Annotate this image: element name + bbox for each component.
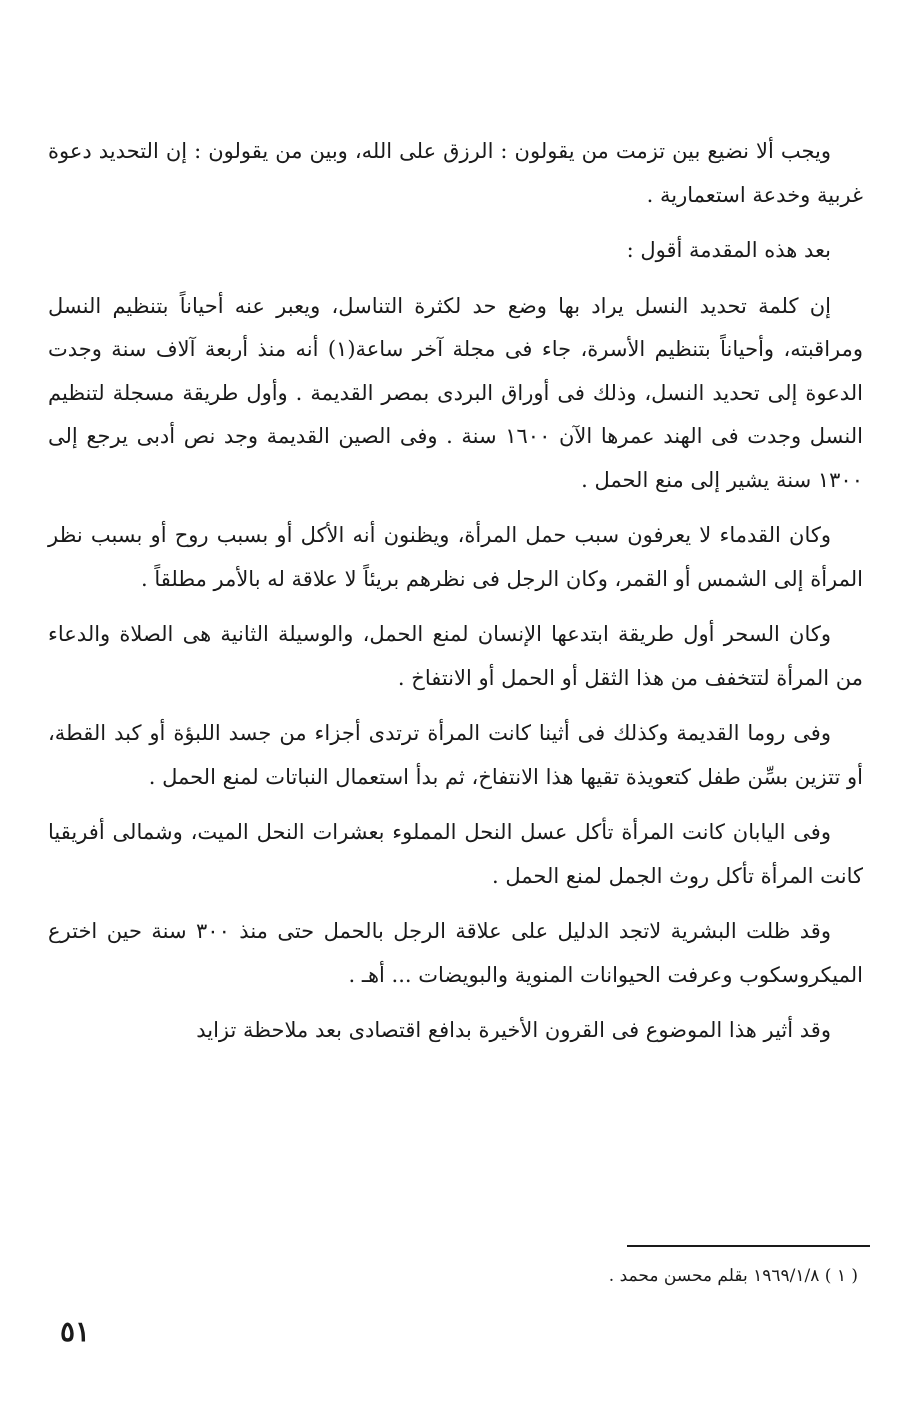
paragraph: إن كلمة تحديد النسل يراد بها وضع حد لكثرة التناسل، ويعبر عنه أحياناً بتنظيم النسل ومراقبته، وأحياناً بتنظيم الأسرة، جاء فى مجلة آخر ساعة(١) أنه منذ أربعة آلاف سنة وجدت الدعوة إلى تحديد النسل، وذلك فى أوراق البردى بمصر القديمة . وأول طريقة مسجلة لتنظيم النسل وجدت فى الهند عمرها الآن ١٦٠٠ سنة . وفى الصين القديمة وجد نص أدبى يرجع إلى ١٣٠٠ سنة يشير إلى منع الحمل . — [48, 293, 864, 492]
paragraph: وفى روما القديمة وكذلك فى أثينا كانت المرأة ترتدى أجزاء من جسد اللبؤة أو كبد القطة، أو تتزين بسِّن طفل كتعويذة تقيها هذا الانتفاخ، ثم بدأ استعمال النباتات لمنع الحمل . — [48, 721, 863, 789]
paragraph: وفى اليابان كانت المرأة تأكل عسل النحل المملوء بعشرات النحل الميت، وشمالى أفريقيا كانت المرأة تأكل روث الجمل لمنع الحمل . — [48, 820, 863, 888]
footnote-divider — [627, 1245, 870, 1247]
paragraph: وقد ظلت البشرية لاتجد الدليل على علاقة الرجل بالحمل حتى منذ ٣٠٠ سنة حين اخترع الميكروسكوب وعرفت الحيوانات المنوية والبويضات ... أهـ . — [48, 919, 863, 987]
paragraph: وقد أثير هذا الموضوع فى القرون الأخيرة بدافع اقتصادى بعد ملاحظة تزايد — [196, 1018, 831, 1042]
paragraph: ويجب ألا نضيع بين تزمت من يقولون : الرزق على الله، وبين من يقولون : إن التحديد دعوة غربية وخدعة استعمارية . — [48, 139, 863, 207]
page-number: ٥١ — [60, 1315, 91, 1348]
paragraph: وكان السحر أول طريقة ابتدعها الإنسان لمنع الحمل، والوسيلة الثانية هى الصلاة والدعاء من المرأة لتتخفف من هذا الثقل أو الحمل أو الانتفاخ . — [48, 622, 863, 690]
main-text — [48, 130, 863, 1065]
footnote: ( ١ ) ١٩٦٩/١/٨ بقلم محسن محمد . — [608, 1266, 858, 1286]
paragraph: بعد هذه المقدمة أقول : — [626, 238, 831, 262]
paragraph: وكان القدماء لا يعرفون سبب حمل المرأة، ويظنون أنه الأكل أو بسبب روح أو بسبب نظر المرأة إلى الشمس أو القمر، وكان الرجل فى نظرهم بريئاً لا علاقة له بالأمر مطلقاً . — [48, 523, 863, 591]
